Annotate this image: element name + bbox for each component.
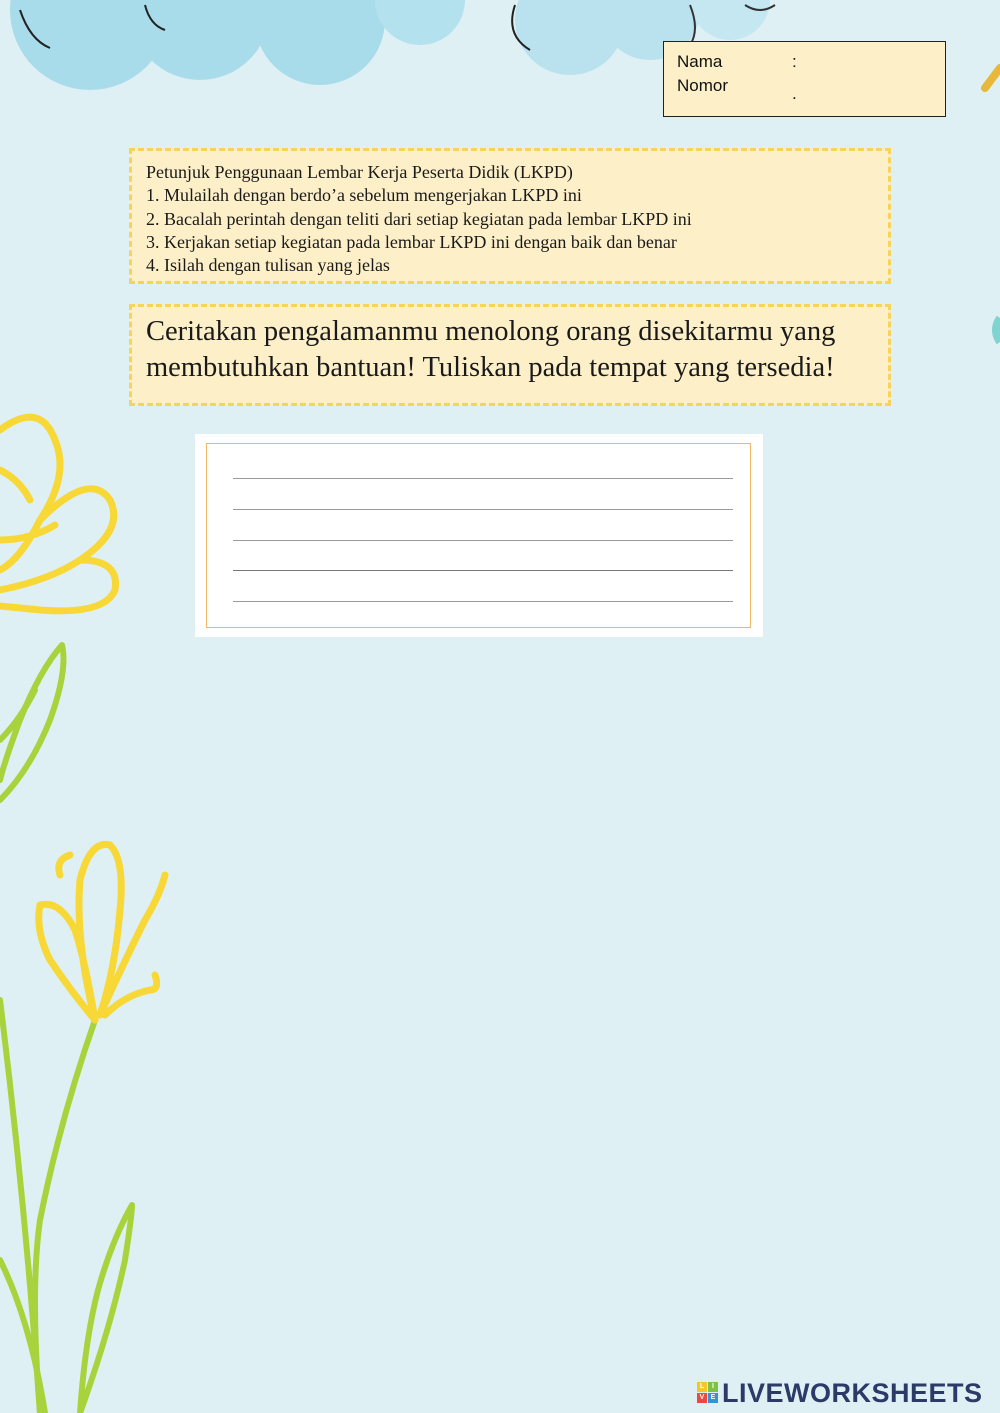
instructions-box — [129, 148, 891, 284]
name-separator: : — [792, 52, 797, 71]
liveworksheets-logo — [697, 1378, 983, 1408]
answer-line[interactable] — [233, 478, 733, 479]
instruction-item: 4. Isilah dengan tulisan yang jelas — [146, 255, 390, 276]
liveworksheets-icon: L I V E — [697, 1382, 719, 1404]
flower-decoration — [39, 844, 165, 1020]
instruction-item: 1. Mulailah dengan berdo’a sebelum mengerjakan LKPD ini — [146, 185, 582, 206]
accent-stroke — [996, 318, 1000, 342]
answer-line[interactable] — [233, 509, 733, 510]
task-prompt-line: membutuhkan bantuan! Tuliskan pada tempat yang tersedia! — [146, 352, 835, 383]
answer-line[interactable] — [233, 570, 733, 571]
number-row — [677, 76, 797, 103]
leaf-decoration — [0, 645, 132, 1413]
answer-card — [195, 434, 763, 637]
task-prompt-line: Ceritakan pengalamanmu menolong orang disekitarmu yang — [146, 316, 836, 347]
answer-area[interactable] — [206, 443, 751, 628]
task-prompt-box — [129, 304, 891, 406]
answer-line[interactable] — [233, 540, 733, 541]
instructions-title: Petunjuk Penggunaan Lembar Kerja Peserta Didik (LKPD) — [146, 162, 573, 182]
name-row — [677, 52, 797, 72]
student-identity-box — [663, 41, 946, 117]
answer-line[interactable] — [233, 601, 733, 602]
instruction-item: 2. Bacalah perintah dengan teliti dari setiap kegiatan pada lembar LKPD ini — [146, 208, 692, 229]
name-label: Nama — [677, 52, 723, 71]
cloud-decoration — [10, 0, 775, 90]
accent-stroke — [985, 68, 1000, 88]
number-separator: . — [792, 84, 797, 103]
flower-decoration — [0, 417, 116, 611]
number-label: Nomor — [677, 76, 729, 95]
brand-name: LIVEWORKSHEETS — [722, 1377, 983, 1408]
instruction-item: 3. Kerjakan setiap kegiatan pada lembar LKPD ini dengan baik dan benar — [146, 231, 677, 252]
